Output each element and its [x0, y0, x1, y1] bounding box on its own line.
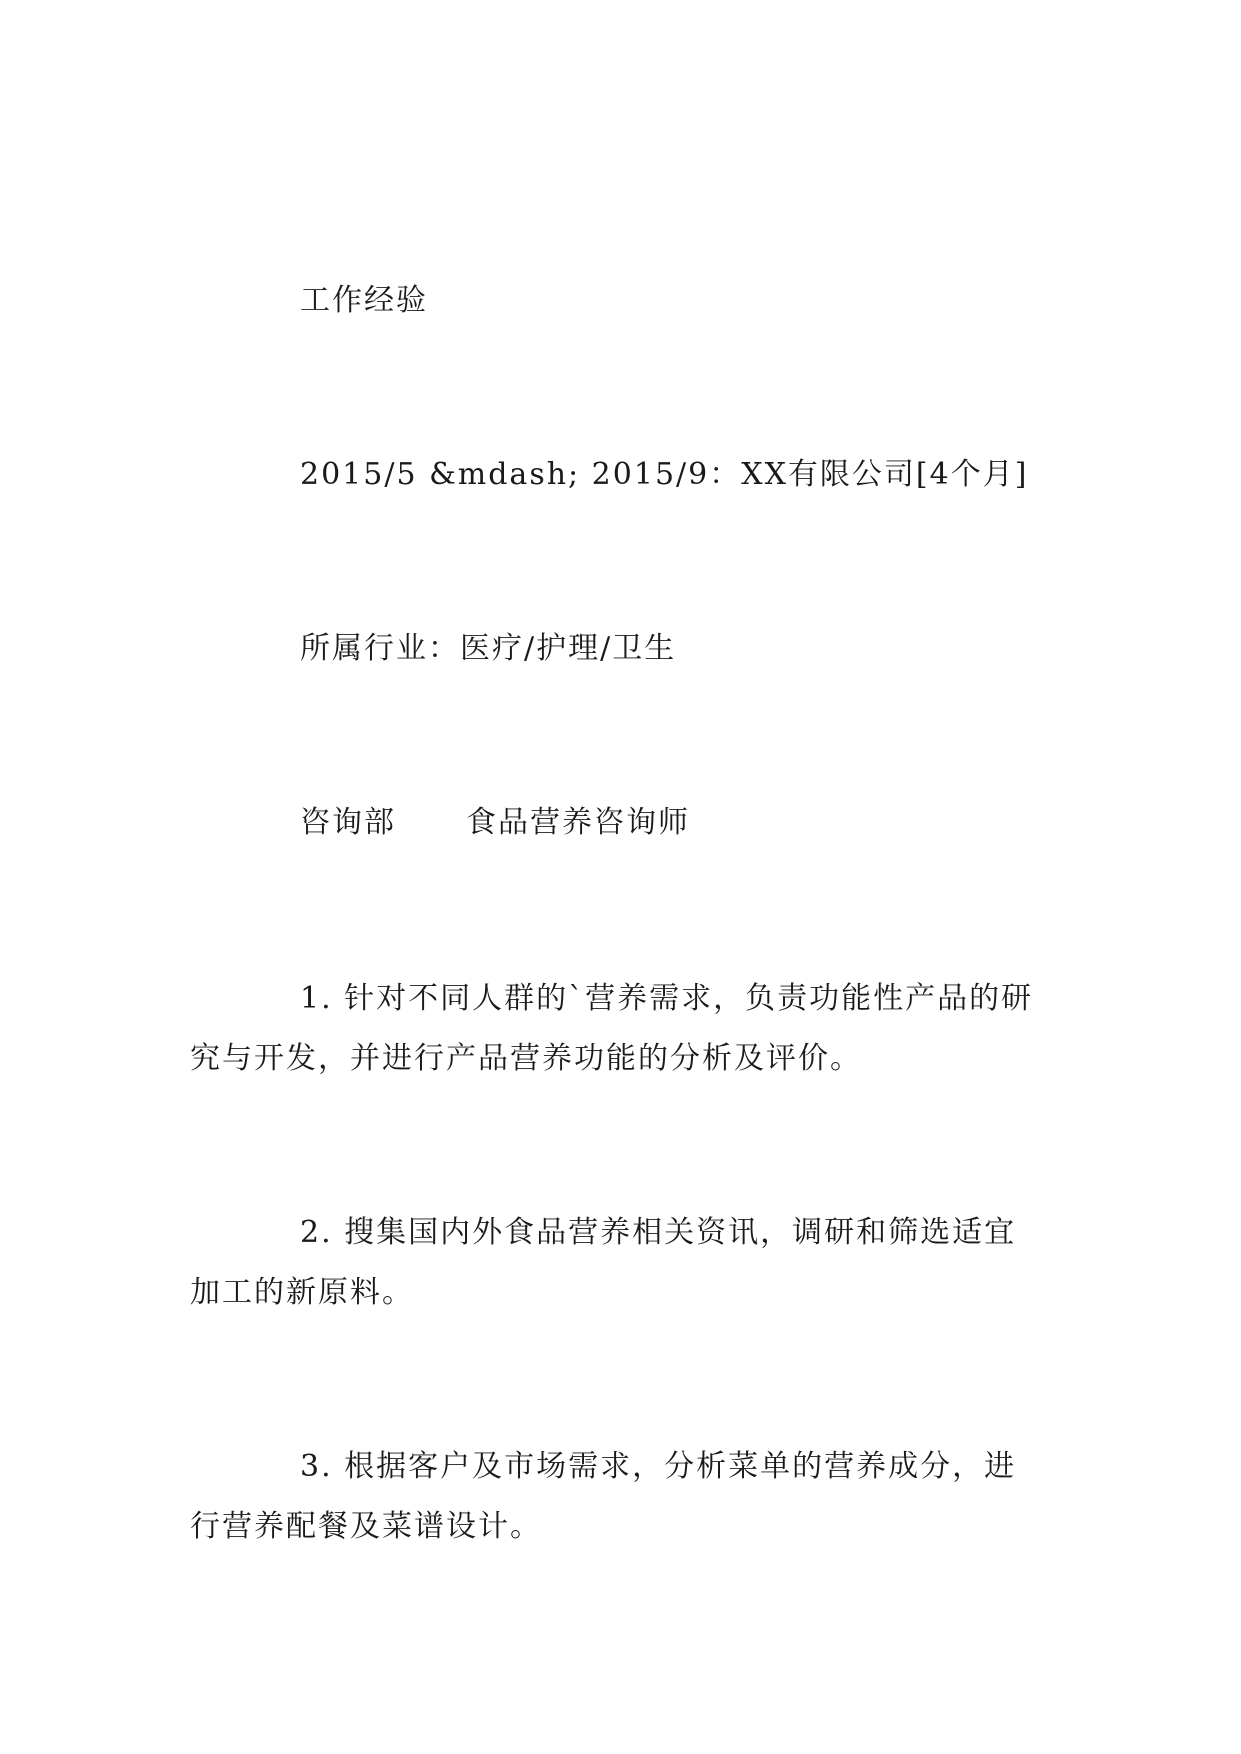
job-period: 2015/5 &mdash; 2015/9：XX有限公司[4个月]: [300, 457, 1029, 492]
duty-item-1-line1: 1. 针对不同人群的`营养需求，负责功能性产品的研: [300, 981, 1034, 1016]
duty-item-3-line2: 行营养配餐及菜谱设计。: [190, 1509, 542, 1544]
department: 咨询部: [300, 805, 396, 840]
position: 食品营养咨询师: [466, 805, 690, 840]
industry: 所属行业：医疗/护理/卫生: [300, 631, 677, 666]
section-title: 工作经验: [300, 283, 428, 318]
duty-item-3-line1: 3. 根据客户及市场需求，分析菜单的营养成分，进: [300, 1449, 1017, 1484]
duty-item-1-line2: 究与开发，并进行产品营养功能的分析及评价。: [190, 1041, 862, 1076]
department-position-row: [300, 804, 690, 842]
duty-item-2-line2: 加工的新原料。: [190, 1275, 414, 1310]
duty-item-2-line1: 2. 搜集国内外食品营养相关资讯，调研和筛选适宜: [300, 1215, 1017, 1250]
